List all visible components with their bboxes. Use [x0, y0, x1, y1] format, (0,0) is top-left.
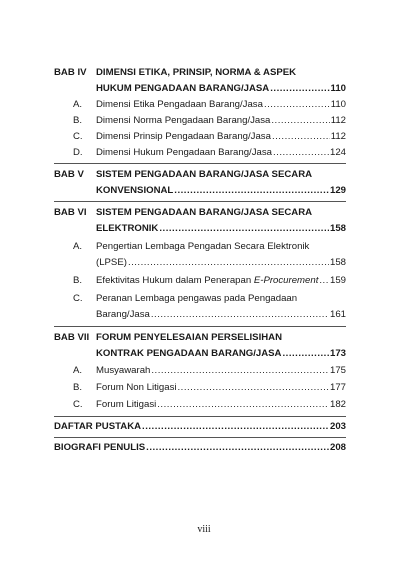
section-entry[interactable]: [54, 397, 346, 413]
chapter-label: BAB VI: [54, 207, 87, 218]
divider: [54, 416, 346, 417]
chapter-title: SISTEM PENGADAAN BARANG/JASA SECARA: [96, 169, 313, 180]
dot-leader: [270, 81, 329, 97]
section-letter: A.: [73, 99, 83, 110]
page-number: 110: [330, 99, 346, 110]
dot-leader: [178, 380, 329, 396]
italic-term: E-Procurement: [253, 275, 319, 286]
section-title: Forum Non Litigasi: [96, 382, 177, 393]
dot-leader: [157, 397, 329, 413]
bibliography-title: DAFTAR PUSTAKA: [54, 421, 142, 432]
divider: [54, 201, 346, 202]
chapter-title: HUKUM PENGADAAN BARANG/JASA: [96, 83, 270, 94]
chapter-heading: [54, 65, 346, 81]
section-entry[interactable]: [54, 307, 346, 323]
section-entry[interactable]: [54, 363, 346, 379]
dot-leader: [159, 221, 329, 237]
dot-leader: [151, 363, 329, 379]
dot-leader: [151, 307, 329, 323]
chapter-label: BAB V: [54, 169, 84, 180]
page-number: 208: [329, 442, 346, 453]
back-matter-entry[interactable]: [54, 440, 346, 456]
section-entry[interactable]: [54, 273, 346, 289]
page-number: 112: [330, 115, 346, 126]
section-title: Peranan Lembaga pengawas pada Pengadaan: [96, 293, 298, 304]
chapter-entry[interactable]: [54, 81, 346, 97]
dot-leader: [319, 273, 329, 289]
page-number: 124: [329, 147, 346, 158]
page-folio: viii: [197, 524, 211, 535]
section-letter: A.: [73, 241, 83, 252]
section-letter: D.: [73, 147, 83, 158]
divider: [54, 163, 346, 164]
chapter-heading: [54, 330, 346, 346]
page-number: 182: [329, 399, 346, 410]
section-title: Barang/Jasa: [96, 309, 150, 320]
page-number: 110: [330, 83, 346, 94]
section-title: Dimensi Norma Pengadaan Barang/Jasa: [96, 115, 271, 126]
section-title: Efektivitas Hukum dalam Penerapan E-Procurement: [96, 275, 319, 286]
chapter-title: KONTRAK PENGADAAN BARANG/JASA: [96, 348, 282, 359]
section-letter: C.: [73, 399, 83, 410]
dot-leader: [174, 183, 329, 199]
section-entry[interactable]: [54, 380, 346, 396]
chapter-title: FORUM PENYELESAIAN PERSELISIHAN: [96, 332, 283, 343]
back-matter-entry[interactable]: [54, 419, 346, 435]
section-entry[interactable]: [54, 255, 346, 271]
section-entry[interactable]: [54, 129, 346, 145]
section-letter: B.: [73, 382, 83, 393]
dot-leader: [146, 440, 329, 456]
section-title: Musyawarah: [96, 365, 151, 376]
section-entry-line: [54, 291, 346, 307]
section-title: Dimensi Etika Pengadaan Barang/Jasa: [96, 99, 263, 110]
chapter-heading: [54, 167, 346, 183]
chapter-entry[interactable]: [54, 346, 346, 362]
page-number: 173: [329, 348, 346, 359]
section-title: Dimensi Hukum Pengadaan Barang/Jasa: [96, 147, 272, 158]
chapter-label: BAB VII: [54, 332, 90, 343]
dot-leader: [271, 113, 329, 129]
chapter-title: KONVENSIONAL: [96, 185, 174, 196]
section-letter: C.: [73, 131, 83, 142]
author-biography-title: BIOGRAFI PENULIS: [54, 442, 146, 453]
dot-leader: [272, 129, 330, 145]
dot-leader: [283, 346, 329, 362]
section-title: Dimensi Prinsip Pengadaan Barang/Jasa: [96, 131, 271, 142]
chapter-title: ELEKTRONIK: [96, 223, 159, 234]
chapter-entry[interactable]: [54, 183, 346, 199]
dot-leader: [264, 97, 330, 113]
page-number: 158: [329, 223, 346, 234]
page-number: 175: [329, 365, 346, 376]
page-number: 203: [329, 421, 346, 432]
page-number: 159: [329, 275, 346, 286]
section-letter: A.: [73, 365, 83, 376]
chapter-label: BAB IV: [54, 67, 87, 78]
page-number: 158: [329, 257, 346, 268]
section-entry-line: [54, 239, 346, 255]
page-number: 112: [330, 131, 346, 142]
page-number: 177: [329, 382, 346, 393]
page-number: 129: [329, 185, 346, 196]
chapter-entry[interactable]: [54, 221, 346, 237]
section-entry[interactable]: [54, 113, 346, 129]
divider: [54, 326, 346, 327]
chapter-title: DIMENSI ETIKA, PRINSIP, NORMA & ASPEK: [96, 67, 297, 78]
dot-leader: [142, 419, 329, 435]
section-entry[interactable]: [54, 145, 346, 161]
section-entry[interactable]: [54, 97, 346, 113]
chapter-title: SISTEM PENGADAAN BARANG/JASA SECARA: [96, 207, 313, 218]
section-letter: B.: [73, 275, 83, 286]
section-letter: B.: [73, 115, 83, 126]
page-number: 161: [329, 309, 346, 320]
dot-leader: [128, 255, 329, 271]
divider: [54, 437, 346, 438]
chapter-heading: [54, 205, 346, 221]
dot-leader: [273, 145, 329, 161]
section-title: Forum Litigasi: [96, 399, 157, 410]
section-title: (LPSE): [96, 257, 127, 268]
section-title: Pengertian Lembaga Pengadan Secara Elektronik: [96, 241, 310, 252]
section-letter: C.: [73, 293, 83, 304]
